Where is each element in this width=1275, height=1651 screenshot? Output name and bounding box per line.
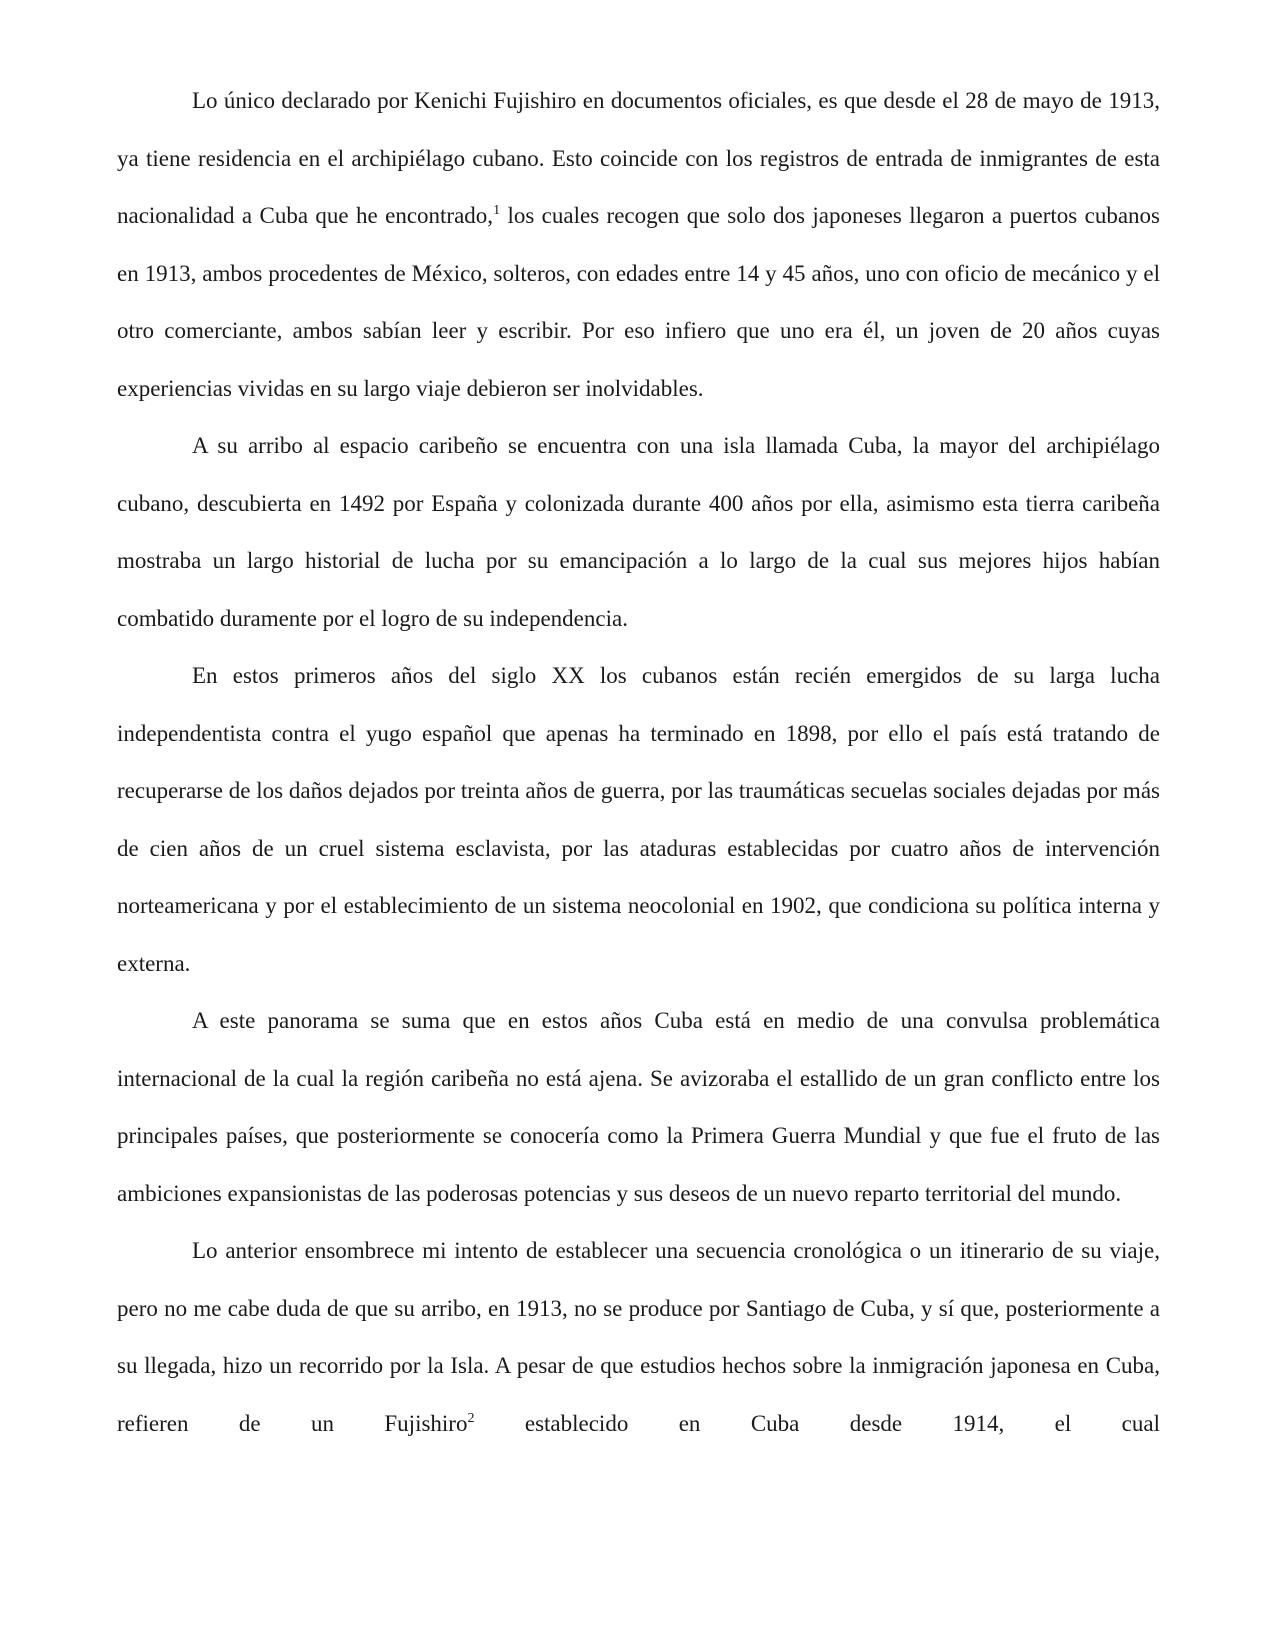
- footnote-marker[interactable]: 2: [467, 1410, 475, 1426]
- paragraph-text: los cuales recogen que solo dos japoneses llegaron a puertos cubanos en 1913, ambos procedentes de México, solteros, con edades entre 14 y 45 años, uno con oficio de mecánico y el otro comerciante, ambos sabían leer y escribir. Por eso infiero que uno era él, un joven de 20 años cuyas experiencias vividas en su largo viaje debieron ser inolvidables.: [117, 203, 1160, 401]
- paragraph-siglo-xx: En estos primeros años del siglo XX los cubanos están recién emergidos de su larga lucha independentista contra el yugo español que apenas ha terminado en 1898, por ello el país está tratando de recuperarse de los daños dejados por treinta años de guerra, por las traumáticas secuelas sociales dejadas por más de cien años de un cruel sistema esclavista, por las ataduras establecidas por cuatro años de intervención norteamericana y por el establecimiento de un sistema neocolonial en 1902, que condiciona su política interna y externa.: [117, 663, 1160, 976]
- document-page: [117, 72, 1160, 1452]
- footnote-marker[interactable]: 1: [493, 203, 501, 218]
- paragraph-residencia: [117, 72, 1160, 417]
- paragraph-text: Lo anterior ensombrece mi intento de establecer una secuencia cronológica o un itinerario de su viaje, pero no me cabe duda de que su arribo, en 1913, no se produce por Santiago de Cuba, y sí que, posteriormente a su llegada, hizo un recorrido por la Isla. A pesar de que estudios hechos sobre la inmigración japonesa en Cuba, refieren de un Fujishiro: [117, 1238, 1160, 1436]
- paragraph-arribo: A su arribo al espacio caribeño se encuentra con una isla llamada Cuba, la mayor del archipiélago cubano, descubierta en 1492 por España y colonizada durante 400 años por ella, asimismo esta tierra caribeña mostraba un largo historial de lucha por su emancipación a lo largo de la cual sus mejores hijos habían combatido duramente por el logro de su independencia.: [117, 433, 1160, 631]
- paragraph-text: Lo único declarado por Kenichi Fujishiro en documentos oficiales, es que desde el 28 de mayo de 1913, ya tiene residencia en el archipiélago cubano. Esto coincide con los registros de entrada de inmigrantes de esta nacionalidad a Cuba que he encontrado,: [117, 88, 1160, 228]
- paragraph-panorama: A este panorama se suma que en estos años Cuba está en medio de una convulsa problemática internacional de la cual la región caribeña no está ajena. Se avizoraba el estallido de un gran conflicto entre los principales países, que posteriormente se conocería como la Primera Guerra Mundial y que fue el fruto de las ambiciones expansionistas de las poderosas potencias y sus deseos de un nuevo reparto territorial del mundo.: [117, 1008, 1160, 1206]
- paragraph-itinerario: [117, 1222, 1160, 1452]
- paragraph-text: establecido en Cuba desde 1914, el cual: [474, 1410, 1160, 1436]
